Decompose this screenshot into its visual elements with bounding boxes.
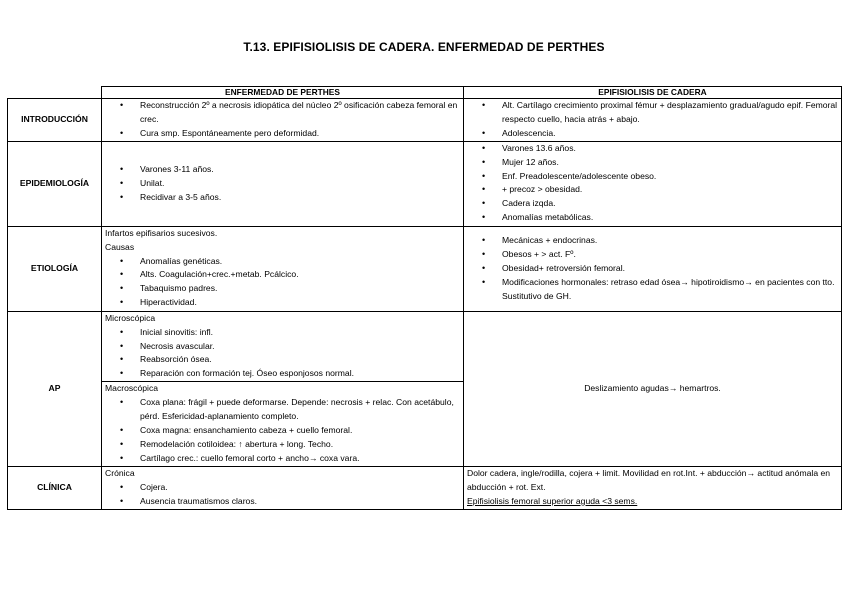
- list-item: • Tabaquismo padres.: [104, 282, 461, 296]
- list-item: • Reparación con formación tej. Óseo esponjosos normal.: [104, 367, 461, 381]
- clinica-text: Dolor cadera, ingle/rodilla, cojera + limit. Movilidad en rot.Int. + abducción→ actitud anómala en abducción + rot. Ext.: [467, 467, 831, 492]
- header-perthes: ENFERMEDAD DE PERTHES: [102, 87, 464, 99]
- cell-epifisiolisis: Deslizamiento agudas→ hemartros.: [464, 311, 842, 466]
- list-item: • Enf. Preadolescente/adolescente obeso.: [466, 170, 839, 184]
- cell-perthes: [102, 99, 464, 142]
- list-item: • Ausencia traumatismos claros.: [104, 495, 461, 509]
- list-item: • Modificaciones hormonales: retraso edad ósea→ hipotiroidismo→ en pacientes con tto. Sustitutivo de GH.: [466, 276, 839, 304]
- clinica-underlined: Epifisiolisis femoral superior aguda <3 sems.: [467, 495, 638, 506]
- row-clinica: [8, 466, 842, 509]
- cell-perthes: [102, 466, 464, 509]
- list-item: • Reconstrucción 2º a necrosis idiopática del núcleo 2º osificación cabeza femoral en crec.: [104, 99, 461, 127]
- list-item: • Anomalías genéticas.: [104, 255, 461, 269]
- cell-epifisiolisis: [464, 466, 842, 509]
- list-item: • Recidivar a 3-5 años.: [104, 191, 461, 205]
- row-etiologia: [8, 226, 842, 311]
- cell-epifisiolisis: [464, 141, 842, 226]
- cell-perthes-macro: [102, 382, 464, 466]
- list-item: • Obesidad+ retroversión femoral.: [466, 262, 839, 276]
- cell-perthes: [102, 141, 464, 226]
- list-item: • Mujer 12 años.: [466, 156, 839, 170]
- list-item: • Inicial sinovitis: infl.: [104, 326, 461, 340]
- list-item: • Anomalías metabólicas.: [466, 211, 839, 225]
- list-item: • Reabsorción ósea.: [104, 353, 461, 367]
- bullet-list: [104, 163, 461, 205]
- list-item: • Alts. Coagulación+crec.+metab. Pcálcico.: [104, 268, 461, 282]
- bullet-list: [466, 234, 839, 304]
- list-item: • + precoz > obesidad.: [466, 183, 839, 197]
- macro-label: Macroscópica: [105, 383, 159, 394]
- cronica-label: Crónica: [105, 467, 135, 478]
- list-item: • Cojera.: [104, 481, 461, 495]
- bullet-list: [104, 481, 461, 509]
- list-item: • Cura smp. Espontáneamente pero deformidad.: [104, 127, 461, 141]
- page-title: T.13. EPIFISIOLISIS DE CADERA. ENFERMEDAD DE PERTHES: [243, 40, 605, 54]
- list-item: • Varones 3-11 años.: [104, 163, 461, 177]
- list-item: • Hiperactividad.: [104, 296, 461, 310]
- blank-header: [8, 87, 102, 99]
- row-introduccion: [8, 99, 842, 142]
- list-item: • Coxa plana: frágil + puede deformarse. Depende: necrosis + relac. Con acetábulo, pérd. Esfericidad-aplanamiento completo.: [104, 396, 461, 424]
- list-item: • Remodelación cotiloidea: ↑ abertura + long. Techo.: [104, 438, 461, 452]
- row-epidemiologia: [8, 141, 842, 226]
- list-item: • Obesos + > act. Fº.: [466, 248, 839, 262]
- list-item: • Alt. Cartílago crecimiento proximal fémur + desplazamiento gradual/agudo epif. Femoral respecto cuello, hacia atrás + abajo.: [466, 99, 839, 127]
- bullet-list: [104, 326, 461, 382]
- list-item: • Necrosis avascular.: [104, 340, 461, 354]
- row-label: AP: [8, 311, 102, 466]
- causas-label: Causas: [105, 241, 135, 252]
- list-item: • Mecánicas + endocrinas.: [466, 234, 839, 248]
- cell-epifisiolisis: [464, 226, 842, 311]
- micro-label: Microscópica: [105, 312, 156, 323]
- bullet-list: [104, 99, 461, 141]
- row-ap-micro: [8, 311, 842, 382]
- cell-perthes: [102, 226, 464, 311]
- list-item: • Cartílago crec.: cuello femoral corto + ancho→ coxa vara.: [104, 452, 461, 466]
- list-item: • Unilat.: [104, 177, 461, 191]
- comparison-table: [7, 86, 842, 510]
- list-item: • Cadera izqda.: [466, 197, 839, 211]
- bullet-list: [466, 142, 839, 225]
- row-label: INTRODUCCIÓN: [8, 99, 102, 142]
- bullet-list: [104, 255, 461, 311]
- bullet-list: [466, 99, 839, 141]
- header-epifisiolisis: EPIFISIOLISIS DE CADERA: [464, 87, 842, 99]
- etiologia-intro: Infartos epifisarios sucesivos.: [105, 227, 218, 238]
- list-item: • Coxa magna: ensanchamiento cabeza + cuello femoral.: [104, 424, 461, 438]
- row-label: CLÍNICA: [8, 466, 102, 509]
- cell-perthes-micro: [102, 311, 464, 382]
- list-item: • Varones 13.6 años.: [466, 142, 839, 156]
- bullet-list: [104, 396, 461, 466]
- row-label: EPIDEMIOLOGÍA: [8, 141, 102, 226]
- row-label: ETIOLOGÍA: [8, 226, 102, 311]
- cell-epifisiolisis: [464, 99, 842, 142]
- list-item: • Adolescencia.: [466, 127, 839, 141]
- header-row: [8, 87, 842, 99]
